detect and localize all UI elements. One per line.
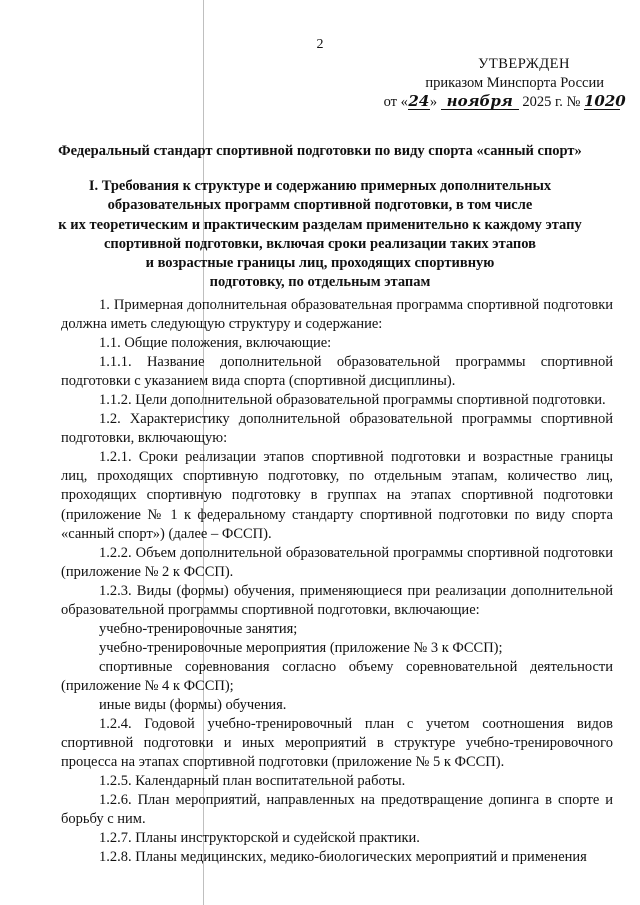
paragraph: 1.2.5. Календарный план воспитательной работы.	[99, 773, 406, 790]
paragraph: 1.2.7. Планы инструкторской и судейской практики.	[99, 830, 420, 847]
paragraph: 1.2.3. Виды (формы) обучения, применяющиеся при реализации дополнительной образовательной программы спортивной подготовки, включающие:	[61, 582, 613, 618]
section-heading	[40, 177, 600, 293]
paragraph: 1.2.6. План мероприятий, направленных на предотвращение допинга в спорте и борьбу с ним.	[61, 792, 613, 828]
handwritten-day: 24	[408, 92, 430, 110]
list-item: учебно-тренировочные мероприятия (приложение № 3 к ФССП);	[99, 639, 503, 656]
section-heading-line: к их теоретическим и практическим разделам применительно к каждому этапу	[58, 216, 582, 233]
paragraph: 1.2.4. Годовой учебно-тренировочный план с учетом соотношения видов спортивной подготовки и иных мероприятий в структуре учебно-тренировочного процесса на этапах спортивной подготовки (приложение № 5 к ФССП).	[61, 716, 613, 771]
date-prefix: от «	[383, 94, 408, 110]
approval-order-line: приказом Минспорта России	[425, 75, 604, 91]
approval-heading: УТВЕРЖДЕН	[478, 56, 570, 72]
date-quote-close: »	[429, 94, 438, 110]
list-item: иные виды (формы) обучения.	[99, 696, 287, 713]
paragraph: 1. Примерная дополнительная образовательная программа спортивной подготовки должна иметь следующую структуру и содержание:	[61, 297, 613, 333]
paragraph: 1.2.8. Планы медицинских, медико-биологических мероприятий и применения	[99, 849, 587, 866]
list-item: спортивные соревнования согласно объему соревновательной деятельности (приложение № 4 к ФССП);	[61, 658, 613, 694]
approval-block	[360, 55, 626, 112]
paragraph: 1.2.1. Сроки реализации этапов спортивной подготовки и возрастные границы лиц, проходящих спортивную подготовку, по отдельным этапам, количество лиц, проходящих спортивную подготовку в группах на этапах спортивной подготовки (приложение № 1 к федеральному стандарту спортивной подготовки по виду спорта «санный спорт») (далее – ФССП).	[61, 449, 613, 542]
paragraph: 1.2.2. Объем дополнительной образовательной программы спортивной подготовки (приложение № 2 к ФССП).	[61, 544, 613, 580]
paragraph: 1.1.1. Название дополнительной образовательной программы спортивной подготовки с указанием вида спорта (спортивной дисциплины).	[61, 354, 613, 390]
section-heading-line: образовательных программ спортивной подготовки, в том числе	[107, 197, 533, 214]
paragraph: 1.1. Общие положения, включающие:	[99, 335, 332, 352]
section-heading-line: спортивной подготовки, включая сроки реализации таких этапов	[103, 235, 536, 252]
paragraph: 1.2. Характеристику дополнительной образовательной программы спортивной подготовки, включающую:	[61, 411, 613, 447]
date-year: 2025 г. №	[522, 94, 581, 110]
document-title: Федеральный стандарт спортивной подготовки по виду спорта «санный спорт»	[58, 143, 582, 159]
paragraph: 1.1.2. Цели дополнительной образовательной программы спортивной подготовки.	[99, 392, 606, 409]
section-heading-line: и возрастные границы лиц, проходящих спортивную	[145, 255, 495, 272]
handwritten-order-number: 1020	[584, 92, 626, 110]
list-item: учебно-тренировочные занятия;	[99, 620, 298, 637]
section-heading-line: подготовку, по отдельным этапам	[209, 274, 431, 291]
approval-date-line	[360, 92, 626, 112]
document-body	[61, 296, 613, 867]
handwritten-month: ноября	[441, 93, 519, 110]
section-heading-line: I. Требования к структуре и содержанию примерных дополнительных	[88, 178, 552, 194]
page-number: 2	[316, 37, 324, 52]
